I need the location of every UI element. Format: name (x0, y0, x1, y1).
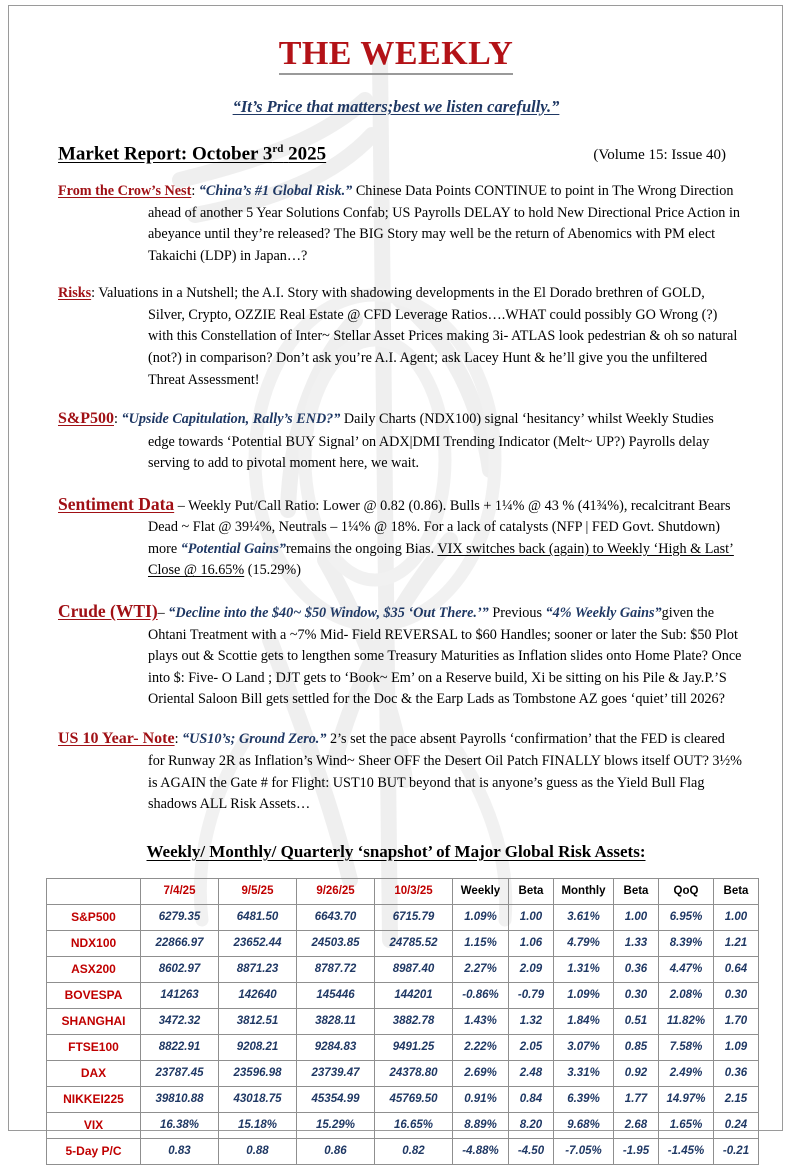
table-col-header-date-4: 10/3/25 (375, 878, 453, 904)
section-text-4: (15.29%) (244, 562, 301, 579)
table-cell: 9208.21 (219, 1034, 297, 1060)
table-row-label: VIX (47, 1112, 141, 1138)
section-quote: “Decline into the $40~ $50 Window, $35 ‘Out There.’” (168, 605, 489, 622)
table-row (47, 1138, 759, 1164)
table-cell: 1.09% (554, 982, 614, 1008)
table-cell: -0.86% (453, 982, 509, 1008)
section-body (58, 727, 742, 816)
table-cell: 2.68 (614, 1112, 659, 1138)
table-cell: 9284.83 (297, 1034, 375, 1060)
table-cell: 15.29% (297, 1112, 375, 1138)
section-separator: – (174, 497, 189, 514)
section-separator: : (91, 285, 99, 302)
masthead (40, 0, 752, 117)
table-cell: 8602.97 (141, 956, 219, 982)
table-cell: 7.58% (659, 1034, 714, 1060)
table-cell: 3882.78 (375, 1008, 453, 1034)
section-heading: Crude (WTI) (58, 601, 158, 622)
table-row (47, 982, 759, 1008)
table-row-label: FTSE100 (47, 1034, 141, 1060)
table-cell: 2.09 (509, 956, 554, 982)
table-cell: 0.36 (714, 1060, 759, 1086)
table-cell: 6715.79 (375, 904, 453, 930)
table-cell: 142640 (219, 982, 297, 1008)
table-row-label: ASX200 (47, 956, 141, 982)
table-col-header-beta-weekly: Beta (509, 878, 554, 904)
table-cell: 0.24 (714, 1112, 759, 1138)
section-text-2: given the Ohtani Treatment with a ~7% Mid- Field REVERSAL to $60 Handles; sooner or later the Sub: $50 Plot plays out & Scottie gets to lengthen some Treasury Maturities as Inflation slides onto Home Plate? Once into $: Five- O Land ; DJT gets to ‘Book~ Em’ on a Reserve build, Xi be sitting on his Pile & Jay.P.’S Oriental Saloon Bill gets settled for the Doc & the Earp Lads as Tombstone AZ goes ‘quiet’ till 2026? (148, 605, 742, 708)
table-cell: 8822.91 (141, 1034, 219, 1060)
section-body (58, 181, 742, 267)
table-col-header-weekly: Weekly (453, 878, 509, 904)
section-heading: Risks (58, 285, 92, 302)
table-cell: 6481.50 (219, 904, 297, 930)
table-row (47, 930, 759, 956)
table-cell: 1.33 (614, 930, 659, 956)
table-row-label: S&P500 (47, 904, 141, 930)
table-cell: 3828.11 (297, 1008, 375, 1034)
table-row (47, 1008, 759, 1034)
table-cell: 1.84% (554, 1008, 614, 1034)
table-row (47, 1060, 759, 1086)
table-cell: 2.69% (453, 1060, 509, 1086)
table-cell: 8.89% (453, 1112, 509, 1138)
section-body (58, 283, 742, 391)
snapshot-table-wrapper (40, 878, 752, 1165)
table-cell: -1.45% (659, 1138, 714, 1164)
table-cell: 6.39% (554, 1086, 614, 1112)
table-cell: 2.48 (509, 1060, 554, 1086)
table-cell: 4.79% (554, 930, 614, 956)
table-cell: 45769.50 (375, 1086, 453, 1112)
section-us10yr-note (40, 727, 752, 816)
table-cell: 0.84 (509, 1086, 554, 1112)
section-text: Daily Charts (NDX100) signal ‘hesitancy’ whilst Weekly Studies edge towards ‘Potential BUY Signal’ on ADX|DMI Trending Indicator (Melt~ UP?) Payrolls delay serving to add to pivotal moment here, we wait. (148, 411, 714, 472)
table-cell: 9.68% (554, 1112, 614, 1138)
table-heading-text: Weekly/ Monthly/ Quarterly ‘snapshot’ of Major Global Risk Assets: (146, 841, 646, 861)
table-cell: 4.47% (659, 956, 714, 982)
table-row-label: NIKKEI225 (47, 1086, 141, 1112)
table-row-label: SHANGHAI (47, 1008, 141, 1034)
table-cell: 8.20 (509, 1112, 554, 1138)
table-cell: 3.61% (554, 904, 614, 930)
table-cell: 1.43% (453, 1008, 509, 1034)
table-cell: 23596.98 (219, 1060, 297, 1086)
table-cell: 1.09% (453, 904, 509, 930)
section-quote: “Upside Capitulation, Rally’s END?” (121, 411, 341, 428)
section-risks (40, 283, 752, 391)
section-text-2: remains the ongoing Bias. (285, 540, 438, 557)
table-cell: 0.30 (714, 982, 759, 1008)
table-cell: -4.50 (509, 1138, 554, 1164)
table-col-header-beta-qoq: Beta (714, 878, 759, 904)
table-cell: 0.51 (614, 1008, 659, 1034)
table-row (47, 1086, 759, 1112)
page-title: THE WEEKLY (279, 36, 514, 75)
table-col-header-date-3: 9/26/25 (297, 878, 375, 904)
table-row-label: BOVESPA (47, 982, 141, 1008)
section-heading: US 10 Year- Note (58, 729, 175, 747)
table-cell: 1.15% (453, 930, 509, 956)
table-body (47, 904, 759, 1164)
table-cell: -4.88% (453, 1138, 509, 1164)
table-cell: 23787.45 (141, 1060, 219, 1086)
table-cell: 0.86 (297, 1138, 375, 1164)
section-text-underlined: VIX switches back (again) to Weekly ‘High & Last’ Close @ 16.65% (148, 540, 734, 579)
table-cell: 0.83 (141, 1138, 219, 1164)
table-cell: 2.15 (714, 1086, 759, 1112)
section-inline-quote: “Potential Gains” (180, 540, 286, 557)
table-row (47, 904, 759, 930)
table-row-label: DAX (47, 1060, 141, 1086)
tagline: “It’s Price that matters;best we listen carefully.” (232, 96, 560, 116)
section-text: Chinese Data Points CONTINUE to point in The Wrong Direction ahead of another 5 Year Solutions Confab; US Payrolls DELAY to hold New Directional Price Action in abeyance until they’re released? The BIG Story may well be the return of Abenomics with PM elect Takaichi (LDP) in Japan…? (148, 183, 740, 264)
table-cell: 22866.97 (141, 930, 219, 956)
table-cell: 43018.75 (219, 1086, 297, 1112)
table-cell: 141263 (141, 982, 219, 1008)
table-cell: 3472.32 (141, 1008, 219, 1034)
table-cell: 15.18% (219, 1112, 297, 1138)
section-body (58, 491, 742, 582)
table-cell: 3812.51 (219, 1008, 297, 1034)
report-title-year: 2025 (288, 143, 327, 165)
table-cell: 14.97% (659, 1086, 714, 1112)
table-cell: 2.08% (659, 982, 714, 1008)
table-cell: 145446 (297, 982, 375, 1008)
table-cell: 23739.47 (297, 1060, 375, 1086)
table-cell: 2.49% (659, 1060, 714, 1086)
table-cell: 0.88 (219, 1138, 297, 1164)
section-inline-quote: “4% Weekly Gains” (545, 605, 662, 622)
snapshot-table (46, 878, 759, 1165)
table-row-label: 5-Day P/C (47, 1138, 141, 1164)
volume-issue: (Volume 15: Issue 40) (593, 147, 726, 164)
section-crude-wti (40, 598, 752, 711)
table-cell: 39810.88 (141, 1086, 219, 1112)
report-title-ordinal: rd (272, 142, 284, 155)
table-cell: 0.92 (614, 1060, 659, 1086)
report-title (58, 143, 326, 165)
table-cell: 24378.80 (375, 1060, 453, 1086)
section-separator: : (114, 411, 122, 428)
table-cell: 8.39% (659, 930, 714, 956)
section-sentiment-data (40, 491, 752, 582)
table-col-header-beta-monthly: Beta (614, 878, 659, 904)
table-cell: 3.31% (554, 1060, 614, 1086)
table-cell: 1.00 (614, 904, 659, 930)
section-body (58, 598, 742, 711)
table-cell: -1.95 (614, 1138, 659, 1164)
table-cell: 0.85 (614, 1034, 659, 1060)
table-cell: 2.27% (453, 956, 509, 982)
table-cell: 45354.99 (297, 1086, 375, 1112)
section-quote: “China’s #1 Global Risk.” (198, 183, 353, 200)
section-separator: : (174, 730, 183, 747)
table-header-row (47, 878, 759, 904)
table-cell: 16.65% (375, 1112, 453, 1138)
table-cell: 6.95% (659, 904, 714, 930)
table-heading (40, 842, 752, 862)
section-heading: S&P500 (58, 410, 114, 428)
section-text: Weekly Put/Call Ratio: Lower @ 0.82 (0.86). Bulls + 1¼% @ 43 % (41¾%), recalcitrant Bears Dead ~ Flat @ 39¼%, Neutrals – 1¼% @ 18%. For a lack of catalysts (NFP | FED Govt. Shutdown) more (148, 497, 731, 557)
table-cell: 144201 (375, 982, 453, 1008)
table-cell: 1.06 (509, 930, 554, 956)
report-title-main: Market Report: October 3 (58, 143, 273, 165)
table-cell: 6643.70 (297, 904, 375, 930)
table-cell: 0.82 (375, 1138, 453, 1164)
table-cell: 8787.72 (297, 956, 375, 982)
table-cell: 1.00 (714, 904, 759, 930)
table-cell: 6279.35 (141, 904, 219, 930)
table-row (47, 1034, 759, 1060)
table-col-header-qoq: QoQ (659, 878, 714, 904)
table-cell: 2.05 (509, 1034, 554, 1060)
table-cell: -0.21 (714, 1138, 759, 1164)
report-header (40, 143, 752, 165)
table-cell: 16.38% (141, 1112, 219, 1138)
table-corner-cell (47, 878, 141, 904)
table-cell: 2.22% (453, 1034, 509, 1060)
table-row (47, 956, 759, 982)
section-sp500 (40, 407, 752, 474)
table-cell: 9491.25 (375, 1034, 453, 1060)
table-cell: 3.07% (554, 1034, 614, 1060)
table-cell: 1.77 (614, 1086, 659, 1112)
section-crows-nest (40, 181, 752, 267)
table-cell: 8987.40 (375, 956, 453, 982)
table-cell: 11.82% (659, 1008, 714, 1034)
table-col-header-date-1: 7/4/25 (141, 878, 219, 904)
section-body (58, 407, 742, 474)
table-cell: 0.91% (453, 1086, 509, 1112)
table-cell: 24785.52 (375, 930, 453, 956)
table-cell: 1.21 (714, 930, 759, 956)
section-quote: “US10’s; Ground Zero.” (182, 730, 327, 747)
table-cell: 1.31% (554, 956, 614, 982)
table-col-header-monthly: Monthly (554, 878, 614, 904)
table-cell: 23652.44 (219, 930, 297, 956)
table-cell: 8871.23 (219, 956, 297, 982)
section-heading: Sentiment Data (58, 493, 175, 514)
section-text: 2’s set the pace absent Payrolls ‘confirmation’ that the FED is cleared for Runway 2R as Inflation’s Wind~ Sheer OFF the Desert Oil Patch FINALLY blows itself OUT? 3½% is AGAIN the Gate # for Flight: UST10 BUT beyond that is anyone’s guess as the Yield Bull Flag shadows ALL Risk Assets… (148, 730, 742, 813)
table-cell: 1.32 (509, 1008, 554, 1034)
table-col-header-date-2: 9/5/25 (219, 878, 297, 904)
table-cell: -0.79 (509, 982, 554, 1008)
section-separator: – (157, 605, 169, 622)
table-cell: 1.00 (509, 904, 554, 930)
table-cell: 1.65% (659, 1112, 714, 1138)
section-text: Valuations in a Nutshell; the A.I. Story with shadowing developments in the El Dorado brethren of GOLD, Silver, Crypto, OZZIE Real Estate @ CFD Leverage Ratios….WHAT could possibly GO Wrong (?) with this Constellation of Inter~ Stellar Asset Prices making 3i- ATLAS look pedestrian & oh so natural (not?) in comparison? Don’t ask you’re A.I. Agent; ask Lacey Hunt & he’ll give you the unfiltered Threat Assessment! (98, 285, 738, 388)
table-row (47, 1112, 759, 1138)
table-cell: 24503.85 (297, 930, 375, 956)
section-heading: From the Crow’s Nest (58, 183, 192, 200)
table-cell: -7.05% (554, 1138, 614, 1164)
section-separator: : (191, 183, 199, 200)
table-row-label: NDX100 (47, 930, 141, 956)
section-text: Previous (488, 605, 546, 622)
table-cell: 0.36 (614, 956, 659, 982)
table-cell: 0.64 (714, 956, 759, 982)
table-cell: 0.30 (614, 982, 659, 1008)
table-cell: 1.70 (714, 1008, 759, 1034)
table-cell: 1.09 (714, 1034, 759, 1060)
